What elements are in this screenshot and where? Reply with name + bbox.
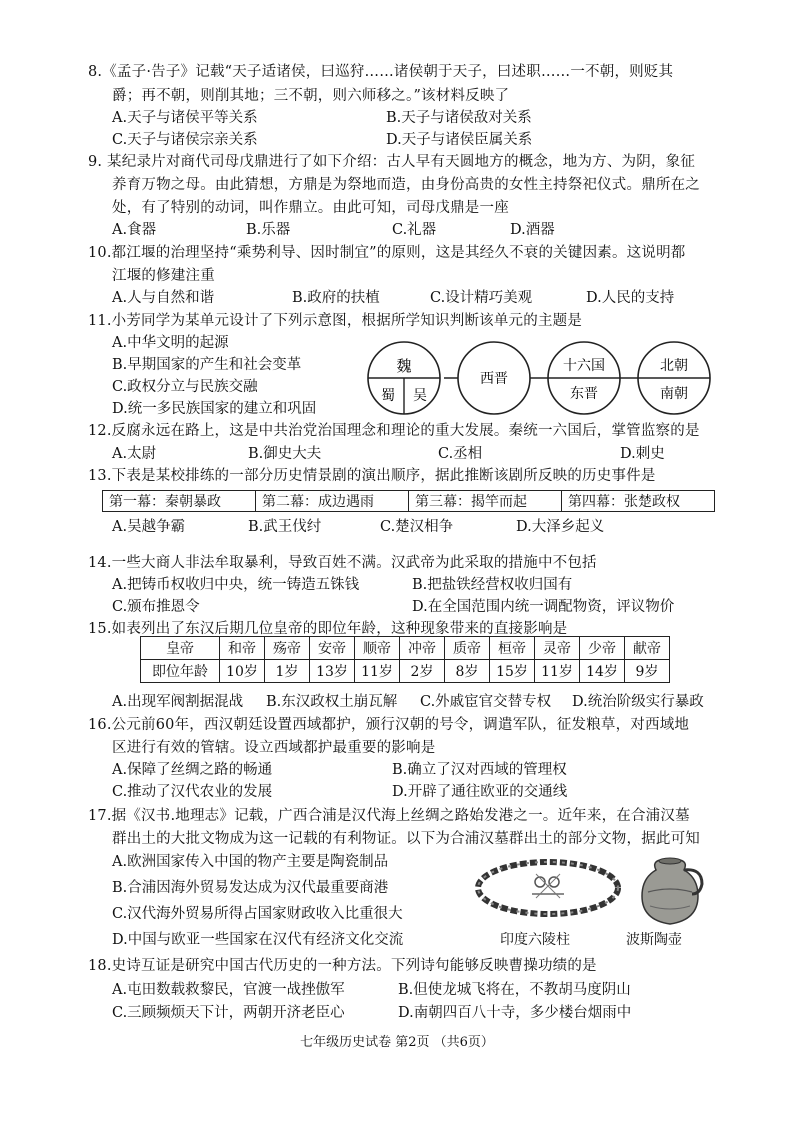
q16-stem-line2: 区进行有效的管辖。设立西域都护最重要的影响是	[112, 740, 436, 756]
q18-stem-line1: 18.史诗互证是研究中国古代历史的一种方法。下列诗句能够反映曹操功绩的是	[88, 958, 597, 974]
q13-scene-2: 第二幕：成边遇雨	[256, 491, 409, 512]
table-cell: 11岁	[535, 660, 580, 683]
table-cell: 殇帝	[265, 637, 310, 660]
q18-option-b: B.但使龙城飞将在，不教胡马度阴山	[398, 982, 631, 998]
table-cell: 质帝	[445, 637, 490, 660]
q10-option-c: C.设计精巧美观	[430, 290, 533, 306]
table-cell: 14岁	[580, 660, 625, 683]
q16-option-d: D.开辟了通往欧亚的交通线	[392, 784, 568, 800]
table-cell: 少帝	[580, 637, 625, 660]
diagram-dongjin: 东晋	[570, 386, 598, 402]
q8-option-d: D.天子与诸侯臣属关系	[386, 132, 533, 148]
q10-option-b: B.政府的扶植	[292, 290, 380, 306]
q10-option-a: A.人与自然和谐	[112, 290, 215, 306]
diagram-xijin: 西晋	[480, 371, 508, 387]
diagram-wei: 魏	[396, 357, 412, 375]
q13-option-c: C.楚汉相争	[380, 519, 454, 535]
q17-stem-line1: 17.据《汉书.地理志》记载，广西合浦是汉代海上丝绸之路始发港之一。近年来，在合浦汉墓	[88, 808, 690, 824]
q17-stem-line2: 群出土的大批文物成为这一记载的有利物证。以下为合浦汉墓群出土的部分文物，据此可知	[112, 831, 700, 847]
q18-option-a: A.屯田数载救黎民，官渡一战挫傲军	[112, 982, 345, 998]
table-cell: 桓帝	[490, 637, 535, 660]
q18-option-c: C.三顾频烦天下计，两朝开济老臣心	[112, 1005, 345, 1021]
table-row	[103, 491, 715, 512]
diagram-beichao: 北朝	[660, 358, 688, 374]
dynasty-sequence-diagram	[364, 338, 724, 418]
q11-option-c: C.政权分立与民族交融	[112, 379, 258, 395]
table-cell: 和帝	[220, 637, 265, 660]
q11-option-d: D.统一多民族国家的建立和巩固	[112, 401, 317, 417]
q14-option-b: B.把盐铁经营权收归国有	[412, 577, 573, 593]
q17-option-c: C.汉代海外贸易所得占国家财政收入比重很大	[112, 906, 403, 922]
table-cell: 10岁	[220, 660, 265, 683]
q9-option-c: C.礼器	[392, 222, 437, 238]
table-row	[141, 660, 670, 683]
q16-option-a: A.保障了丝绸之路的畅通	[112, 762, 273, 778]
q17-option-b: B.合浦因海外贸易发达成为汉代最重要商港	[112, 880, 389, 896]
q11-option-a: A.中华文明的起源	[112, 335, 229, 351]
q16-option-b: B.确立了汉对西域的管理权	[392, 762, 567, 778]
q10-stem-line2: 江堰的修建注重	[112, 268, 215, 284]
q9-stem-line3: 处，有了特别的动词，叫作鼎立。由此可知，司母戊鼎是一座	[112, 200, 509, 216]
q9-option-a: A.食器	[112, 222, 157, 238]
q8-stem-line2: 爵；再不朝，则削其地；三不朝，则六师移之。”该材料反映了	[112, 88, 510, 104]
table-cell: 即位年龄	[141, 660, 220, 683]
q13-scene-4: 第四幕：张楚政权	[562, 491, 715, 512]
caption-indian-beads: 印度六陵柱	[500, 932, 570, 948]
q11-stem-line1: 11.小芳同学为某单元设计了下列示意图，根据所学知识判断该单元的主题是	[88, 313, 583, 329]
q15-emperor-table	[140, 636, 670, 683]
q13-scene-3: 第三幕：揭竿而起	[409, 491, 562, 512]
table-cell: 8岁	[445, 660, 490, 683]
q10-stem-line1: 10.都江堰的治理坚持“乘势利导、因时制宜”的原则，这是其经久不衰的关键因素。这说明都	[88, 245, 686, 261]
q14-option-c: C.颁布推恩令	[112, 599, 200, 615]
diagram-shiliuguo: 十六国	[563, 358, 605, 374]
q14-stem-line1: 14.一些大商人非法牟取暴利，导致百姓不满。汉武帝为此采取的措施中不包括	[88, 555, 597, 571]
bead-necklace-image	[478, 862, 618, 914]
q12-option-b: B.御史大夫	[248, 446, 322, 462]
q18-option-d: D.南朝四百八十寺，多少楼台烟雨中	[398, 1005, 632, 1021]
table-cell: 冲帝	[400, 637, 445, 660]
caption-persian-pot: 波斯陶壶	[626, 932, 682, 948]
table-cell: 1岁	[265, 660, 310, 683]
q13-option-a: A.吴越争霸	[112, 519, 186, 535]
q9-option-d: D.酒器	[510, 222, 555, 238]
q8-option-c: C.天子与诸侯宗亲关系	[112, 132, 258, 148]
q17-option-d: D.中国与欧亚一些国家在汉代有经济文化交流	[112, 932, 404, 948]
q17-option-a: A.欧洲国家传入中国的物产主要是陶瓷制品	[112, 854, 389, 870]
q15-option-b: B.东汉政权土崩瓦解	[266, 694, 398, 710]
q13-stem-line1: 13.下表是某校排练的一部分历史情景剧的演出顺序，据此推断该剧所反映的历史事件是	[88, 468, 656, 484]
q12-option-d: D.刺史	[620, 446, 665, 462]
table-cell: 13岁	[310, 660, 355, 683]
q8-stem-line1: 8.《孟子·告子》记载“天子适诸侯，曰巡狩……诸侯朝于天子，曰述职……一不朝，则贬其	[88, 64, 674, 80]
q14-option-a: A.把铸币权收归中央，统一铸造五铢钱	[112, 577, 360, 593]
table-cell: 9岁	[625, 660, 670, 683]
q9-option-b: B.乐器	[246, 222, 291, 238]
diagram-wu: 吴	[413, 388, 427, 404]
diagram-shu: 蜀	[381, 388, 395, 404]
table-cell: 皇帝	[141, 637, 220, 660]
q13-option-d: D.大泽乡起义	[516, 519, 605, 535]
table-row	[141, 637, 670, 660]
q13-scene-1: 第一幕：秦朝暴政	[103, 491, 256, 512]
table-cell: 安帝	[310, 637, 355, 660]
table-cell: 献帝	[625, 637, 670, 660]
q9-stem-line1: 9. 某纪录片对商代司母戊鼎进行了如下介绍：古人早有天圆地方的概念，地为方、为阴，象征	[88, 154, 696, 170]
table-cell: 2岁	[400, 660, 445, 683]
table-cell: 灵帝	[535, 637, 580, 660]
table-cell: 15岁	[490, 660, 535, 683]
q11-option-b: B.早期国家的产生和社会变革	[112, 357, 302, 373]
q16-stem-line1: 16.公元前60年，西汉朝廷设置西域都护，颁行汉朝的号令，调遣军队，征发粮草，对西域地	[88, 717, 690, 733]
pottery-pot-image	[642, 858, 702, 924]
diagram-nanchao: 南朝	[660, 386, 688, 402]
q12-option-c: C.丞相	[438, 446, 483, 462]
q15-stem-line1: 15.如表列出了东汉后期几位皇帝的即位年龄，这种现象带来的直接影响是	[88, 621, 568, 637]
q13-option-b: B.武王伐纣	[248, 519, 322, 535]
q10-option-d: D.人民的支持	[586, 290, 675, 306]
q15-option-a: A.出现军阀割据混战	[112, 694, 244, 710]
q14-option-d: D.在全国范围内统一调配物资，评议物价	[412, 599, 675, 615]
q15-option-d: D.统治阶级实行暴政	[572, 694, 704, 710]
q16-option-c: C.推动了汉代农业的发展	[112, 784, 273, 800]
q12-stem-line1: 12.反腐永远在路上，这是中共治党治国理念和理论的重大发展。秦统一六国后，掌管监察的是	[88, 423, 700, 439]
table-cell: 顺帝	[355, 637, 400, 660]
q8-option-b: B.天子与诸侯敌对关系	[386, 110, 532, 126]
q12-option-a: A.太尉	[112, 446, 157, 462]
page-footer: 七年级历史试卷 第2页 （共6页）	[300, 1035, 494, 1050]
q15-option-c: C.外戚宦官交替专权	[420, 694, 552, 710]
table-cell: 11岁	[355, 660, 400, 683]
q13-scene-table	[102, 490, 715, 512]
q8-option-a: A.天子与诸侯平等关系	[112, 110, 258, 126]
q17-artifact-images	[470, 848, 720, 938]
q9-stem-line2: 养育万物之母。由此猜想，方鼎是为祭地而造，由身份高贵的女性主持祭祀仪式。鼎所在之	[112, 177, 700, 193]
